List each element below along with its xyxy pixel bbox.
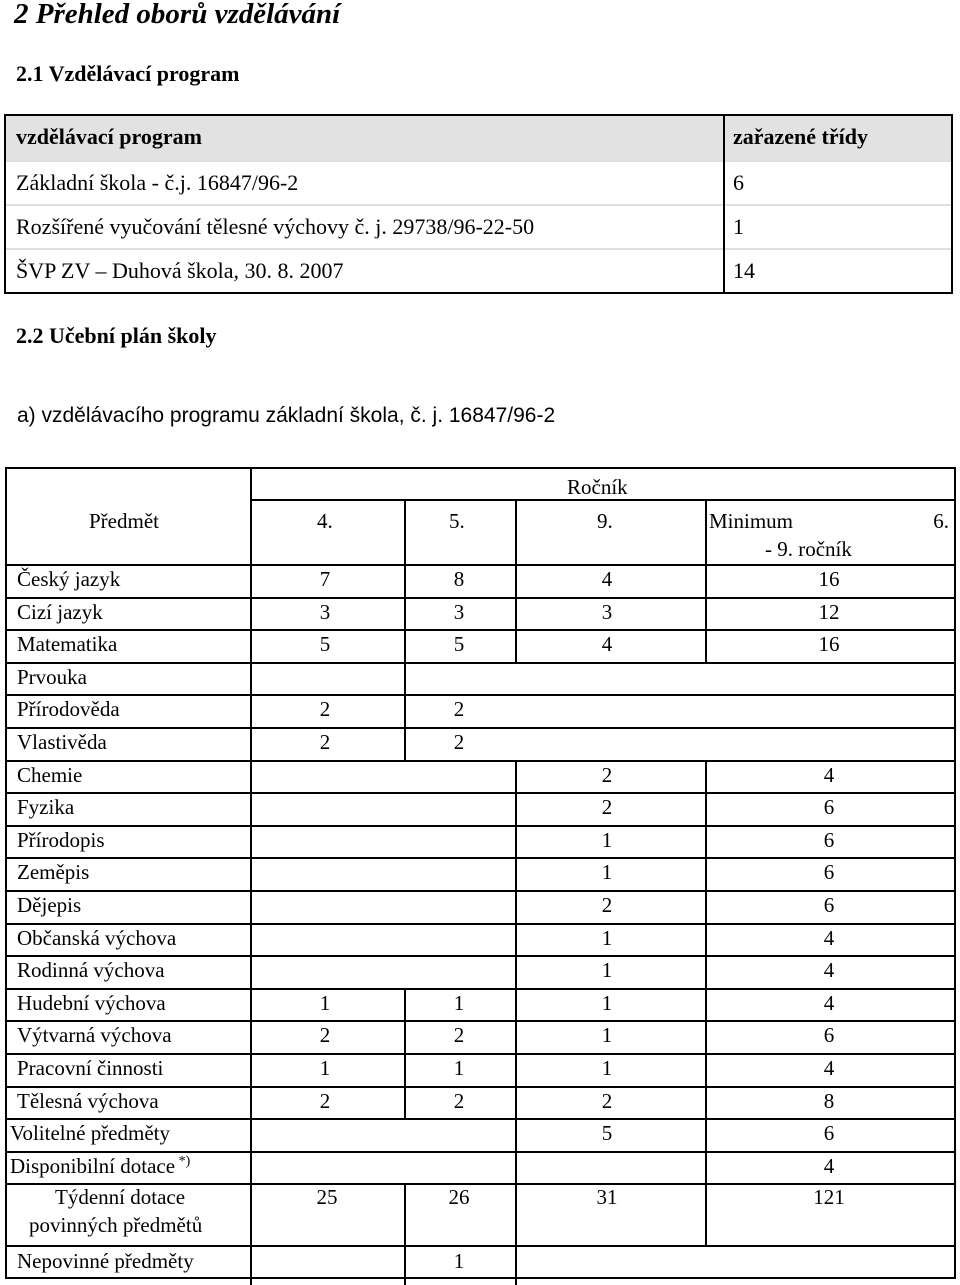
subject-name: Zeměpis (17, 860, 90, 885)
minimum-hours: 6 (823, 860, 835, 885)
program-col-header: vzdělávací program (16, 124, 202, 149)
grade-4-hours: 2 (319, 697, 331, 722)
program-table-header (6, 116, 951, 160)
grade-9-hours: 1 (601, 1056, 613, 1080)
program-name: ŠVP ZV – Duhová škola, 30. 8. 2007 (16, 258, 344, 283)
subject-name: Přírodověda (17, 697, 120, 722)
grade-5-hours: 5 (453, 632, 465, 657)
grade-5-hours: 1 (453, 990, 465, 1015)
minimum-hours: 6 (823, 827, 835, 852)
grade-5-hours: 2 (453, 1088, 465, 1113)
subject-name: Výtvarná výchova (17, 1023, 172, 1048)
grade-5-hours: 1 (453, 1056, 465, 1080)
subject-name: Vlastivěda (17, 730, 107, 754)
classes-col-header: zařazené třídy (733, 124, 868, 149)
subject-name: Tělesná výchova (17, 1088, 159, 1113)
totals-label-line2: povinných předmětů (29, 1213, 203, 1238)
grade-9-hours: 2 (601, 795, 613, 820)
grade-9-hours: 1 (601, 958, 613, 983)
grade-4-header: 4. (317, 509, 333, 533)
predmet-header: Předmět (89, 509, 159, 533)
subject-name: Český jazyk (17, 567, 121, 591)
grade-9-total: 31 (596, 1185, 618, 1210)
minimum-hours: 6 (823, 1023, 835, 1048)
minimum-hours: 12 (818, 599, 840, 624)
minimum-hours: 4 (823, 925, 835, 950)
grade-9-header: 9. (597, 509, 613, 533)
grade-4-hours: 2 (319, 1088, 331, 1113)
program-table (4, 114, 953, 294)
program-name: Rozšířené vyučování tělesné výchovy č. j. 29738/96-22-50 (16, 214, 535, 239)
grade-4-hours: 2 (319, 730, 331, 754)
subsection-title: a) vzdělávacího programu základní škola, č. j. 16847/96-2 (17, 404, 556, 427)
subject-name: Chemie (17, 762, 83, 787)
minimum-hours: 4 (823, 1153, 835, 1178)
minimum-hours: 6 (823, 1121, 835, 1146)
program-row (6, 250, 951, 294)
subject-name: Cizí jazyk (17, 599, 103, 624)
program-row (6, 162, 951, 206)
subject-name: Fyzika (17, 795, 75, 820)
subject-name: Přírodopis (17, 827, 105, 852)
section-title-22: 2.2 Učební plán školy (16, 323, 217, 348)
grade-9-hours: 1 (601, 925, 613, 950)
grade-9-hours: 1 (601, 860, 613, 885)
subject-name: Hudební výchova (17, 990, 166, 1015)
grade-9-hours: 4 (601, 567, 613, 591)
minimum-hours: 4 (823, 990, 835, 1015)
totals-label-line1: Týdenní dotace (55, 1185, 186, 1210)
minimum-hours: 16 (818, 632, 840, 657)
grade-9-hours: 5 (601, 1121, 613, 1146)
grade-9-hours: 2 (601, 893, 613, 917)
grade-9-hours: 2 (601, 1088, 613, 1113)
section-title-21: 2.1 Vzdělávací program (16, 61, 240, 86)
program-row (6, 206, 951, 250)
minimum-header: Minimum 6. (709, 509, 949, 533)
optional-subjects-label: Nepovinné předměty (17, 1249, 194, 1274)
program-classes: 1 (733, 214, 744, 239)
curriculum-table (5, 467, 956, 1279)
grade-5-total: 26 (448, 1185, 470, 1210)
subject-name: Disponibilní dotace *) (10, 1153, 191, 1178)
grade-4-hours: 2 (319, 1023, 331, 1048)
subject-name: Pracovní činnosti (17, 1056, 164, 1080)
subject-name: Matematika (17, 632, 118, 657)
minimum-hours: 8 (823, 1088, 835, 1113)
program-classes: 14 (733, 258, 755, 283)
subject-name: Prvouka (17, 664, 87, 689)
grade-9-hours: 1 (601, 990, 613, 1015)
rocnik-header: Ročník (567, 475, 628, 499)
subject-name: Volitelné předměty (10, 1121, 170, 1146)
subject-name: Rodinná výchova (17, 958, 165, 983)
minimum-header-sub: - 9. ročník (765, 537, 852, 561)
minimum-hours: 6 (823, 795, 835, 820)
grade-5-hours: 8 (453, 567, 465, 591)
page-heading: 2 Přehled oborů vzdělávání (14, 0, 341, 30)
minimum-hours: 16 (818, 567, 840, 591)
grade-4-total: 25 (316, 1185, 338, 1210)
program-name: Základní škola - č.j. 16847/96-2 (16, 170, 299, 195)
grade-5-hours: 2 (453, 730, 465, 754)
minimum-hours: 4 (823, 958, 835, 983)
grade-9-hours: 1 (601, 1023, 613, 1048)
minimum-hours: 6 (823, 893, 835, 917)
grade-5-header: 5. (449, 509, 465, 533)
grade-9-hours: 1 (601, 827, 613, 852)
grade-4-hours: 1 (319, 1056, 331, 1080)
grade-4-hours: 3 (319, 599, 331, 624)
grade-5-hours: 2 (453, 1023, 465, 1048)
minimum-hours: 4 (823, 1056, 835, 1080)
minimum-total: 121 (813, 1185, 845, 1210)
grade-4-hours: 5 (319, 632, 331, 657)
minimum-hours: 4 (823, 762, 835, 787)
grade-5-hours: 3 (453, 599, 465, 624)
subject-name: Občanská výchova (17, 925, 177, 950)
grade-4-hours: 1 (319, 990, 331, 1015)
grade-9-hours: 4 (601, 632, 613, 657)
subject-name: Dějepis (17, 893, 82, 917)
grade-4-hours: 7 (319, 567, 331, 591)
grade-9-hours: 2 (601, 762, 613, 787)
program-classes: 6 (733, 170, 744, 195)
grade-9-hours: 3 (601, 599, 613, 624)
optional-grade-5: 1 (453, 1249, 465, 1274)
grade-5-hours: 2 (453, 697, 465, 722)
